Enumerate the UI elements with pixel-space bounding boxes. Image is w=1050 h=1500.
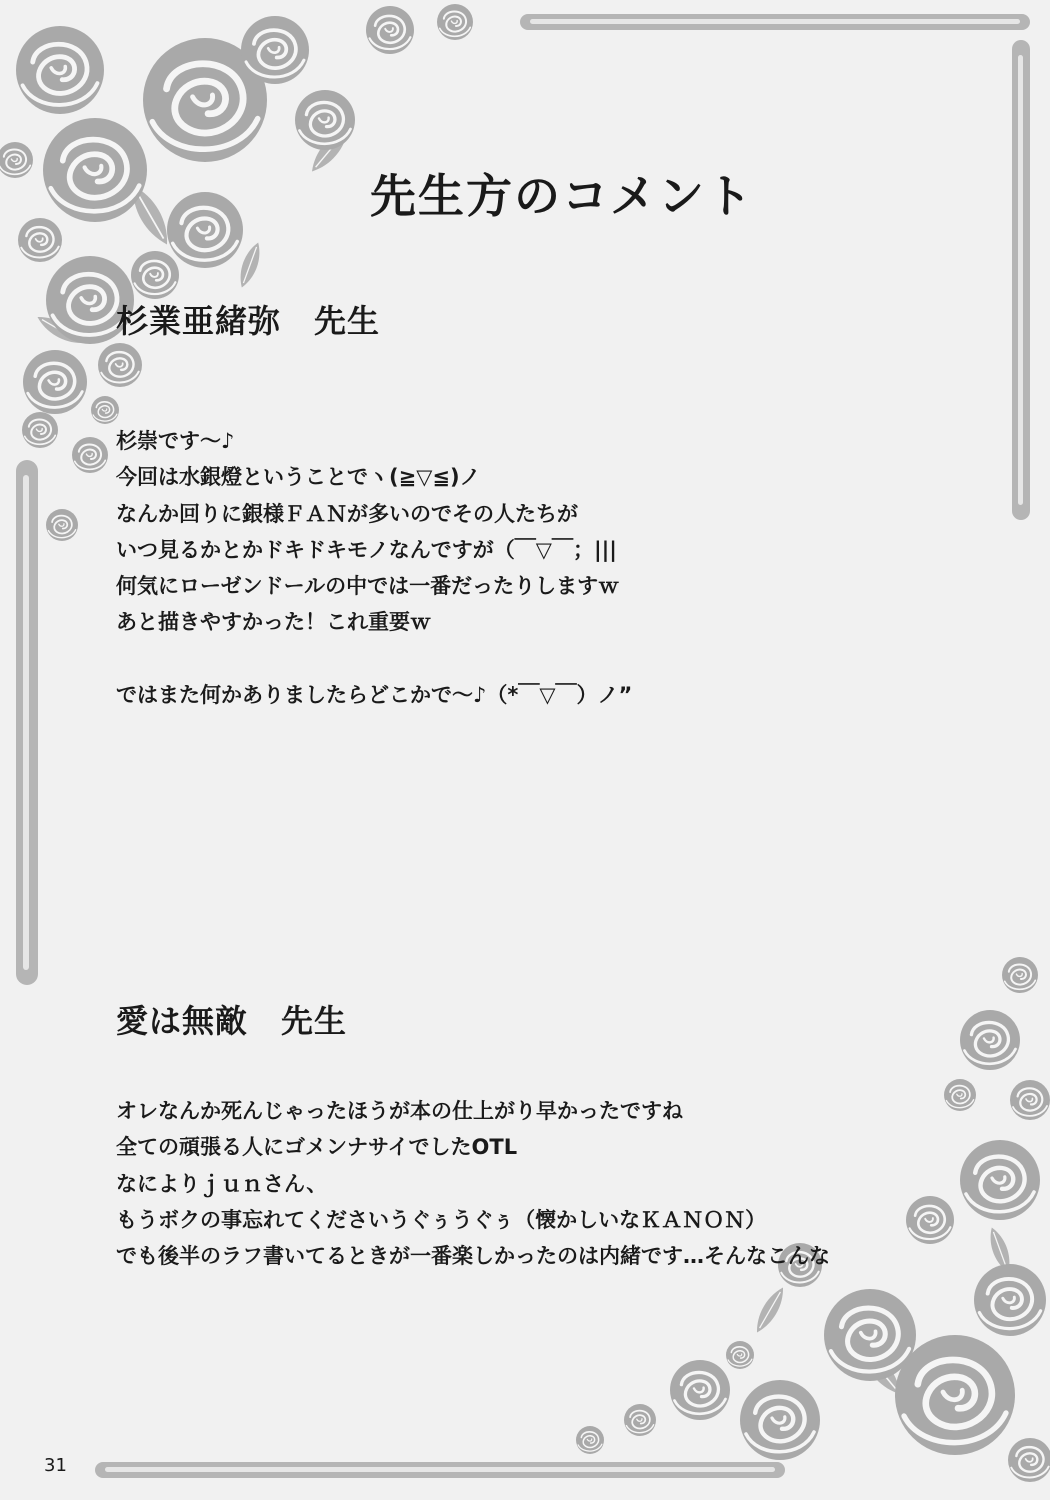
rose-icon <box>0 142 33 178</box>
rose-icon <box>906 1196 954 1244</box>
comment-line: いつ見るかとかドキドキモノなんですが（￣▽￣；||| <box>116 537 617 562</box>
comment-line: 何気にローゼンドールの中では一番だったりしますｗ <box>116 574 620 599</box>
rose-icon <box>1002 957 1038 993</box>
frame-bar-top <box>520 14 1030 30</box>
rose-icon <box>1008 1438 1050 1482</box>
blank-line <box>116 641 632 677</box>
author-comment-2 <box>116 1093 830 1274</box>
frame-bar-left <box>16 460 38 985</box>
comment-line: 全ての頑張る人にゴメンナサイでしたOTL <box>116 1135 518 1160</box>
rose-icon <box>576 1426 604 1454</box>
comment-line: あと描きやすかった！これ重要ｗ <box>116 610 431 635</box>
rose-icon <box>1010 1080 1050 1120</box>
rose-icon <box>167 192 243 268</box>
rose-icon <box>43 118 147 222</box>
comment-line: ではまた何かありましたらどこかで～♪（*￣▽￣）ノ” <box>116 683 633 708</box>
rose-icon <box>295 90 355 150</box>
comment-line: なんか回りに銀様ＦＡＮが多いのでその人たちが <box>116 501 578 526</box>
page-number: 31 <box>44 1455 67 1476</box>
comment-line: 杉崇です～♪ <box>116 429 235 453</box>
rose-icon <box>98 343 142 387</box>
rose-icon <box>726 1341 754 1369</box>
rose-icon <box>437 4 473 40</box>
rose-icon <box>740 1380 820 1460</box>
rose-icon <box>624 1404 656 1436</box>
author-heading-1: 杉業亜緒弥 先生 <box>116 302 381 340</box>
rose-icon <box>974 1264 1046 1336</box>
comment-line: なによりｊｕｎさん、 <box>116 1171 328 1196</box>
comment-line: もうボクの事忘れてくださいうぐぅうぐぅ（懐かしいなＫＡＮＯＮ） <box>116 1207 767 1232</box>
rose-icon <box>960 1010 1020 1070</box>
rose-icon <box>18 218 62 262</box>
rose-icon <box>895 1335 1015 1455</box>
frame-bar-bottom <box>95 1462 785 1478</box>
author-comment-1 <box>116 423 632 713</box>
author-heading-2: 愛は無敵 先生 <box>116 1002 348 1040</box>
rose-icon <box>46 509 78 541</box>
rose-icon <box>131 251 179 299</box>
rose-icon <box>23 350 87 414</box>
comment-line: 今回は水銀燈ということでヽ(≧▽≦)ノ <box>116 465 481 490</box>
rose-icon <box>670 1360 730 1420</box>
rose-icon <box>366 6 414 54</box>
comment-line: オレなんか死んじゃったほうが本の仕上がり早かったですね <box>116 1099 683 1123</box>
rose-icon <box>22 412 58 448</box>
frame-bar-right <box>1012 40 1030 520</box>
rose-icon <box>72 437 108 473</box>
comment-line: でも後半のラフ書いてるときが一番楽しかったのは内緒です…そんなこんな <box>116 1244 830 1269</box>
rose-icon <box>944 1079 976 1111</box>
rose-icon <box>16 26 104 114</box>
rose-icon <box>91 396 119 424</box>
rose-icon <box>960 1140 1040 1220</box>
rose-icon <box>241 16 309 84</box>
page-title: 先生方のコメント <box>370 169 754 223</box>
rose-icon <box>824 1289 916 1381</box>
